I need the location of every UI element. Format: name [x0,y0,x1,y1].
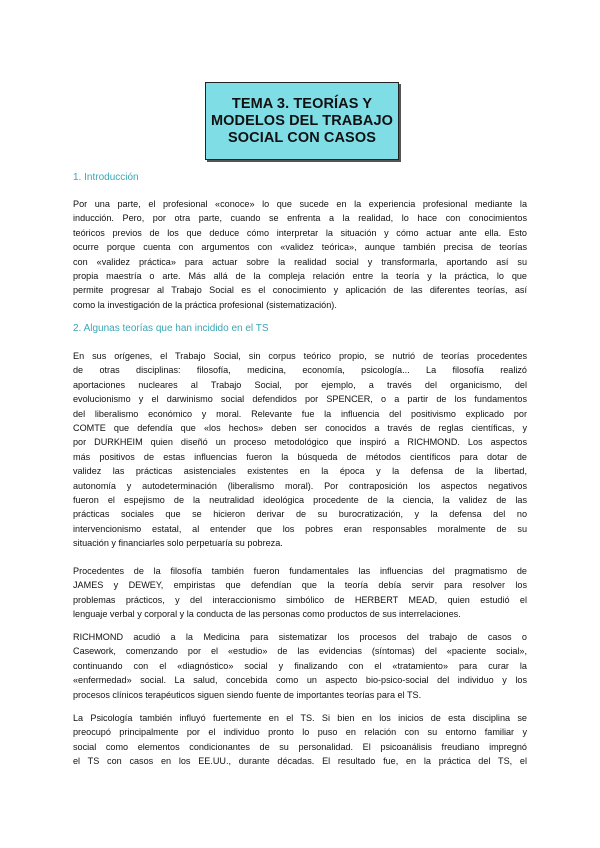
text-line: COMTE que defendía que «los hechos» deben ser conocidos a través de reglas científicas, y [73,423,527,434]
title-box [205,82,399,160]
text-line: del liberalismo económico y moral. Relevante fue la influencia del positivismo explicado por [73,408,527,419]
paragraph [73,711,527,769]
text-line: prácticas sociales que se hicieron derivar de su burocratización, y la defensa del no [73,509,527,520]
text-line: como la investigación de la práctica profesional (sistematización). [73,299,337,310]
text-line: intervencionismo estatal, al entender que los pobres eran responsables moralmente de su [73,523,527,534]
text-line: ocurre porque cuenta con argumentos con «validez teórica», aunque también precisa de teorías [73,242,527,253]
text-line: permite progresar al Trabajo Social es el conocimiento y aplicación de las diferentes teorías, así [73,285,527,296]
title-line: MODELOS DEL TRABAJO [210,112,394,129]
paragraph [73,197,527,312]
text-line: social como elementos condicionantes de su personalidad. El psicoanálisis freudiano impregnó [73,741,527,752]
paragraph [73,349,527,551]
text-line: situación y financiarles solo perpetuaría su pobreza. [73,538,283,549]
text-line: validez las prácticas asistenciales existentes en la época y la defensa de la libertad, [73,466,527,477]
text-line: Por una parte, el profesional «conoce» lo que sucede en la experiencia profesional mediante la [73,199,527,209]
text-line: teóricos previos de los que deduce cómo interpretar la situación y cómo actuar ante ella. Esto [73,227,527,238]
text-line: fueron el espejismo de la neutralidad ideológica procedente de la ciencia, la validez de las [73,495,527,506]
text-line: Procedentes de la filosofía también fueron fundamentales las influencias del pragmatismo de [73,566,527,576]
text-line: RICHMOND acudió a la Medicina para sistematizar los procesos del trabajo de casos o [73,632,527,642]
text-line: La Psicología también influyó fuertemente en el TS. Si bien en los inicios de esta disciplina se [73,713,527,723]
text-line: preocupó principalmente por el individuo pronto lo puso en relación con su entorno familiar y [73,727,527,738]
title-line: SOCIAL CON CASOS [228,129,376,146]
text-line: problemas prácticos, y del interaccionismo simbólico de HERBERT MEAD, quien estudió el [73,594,527,605]
text-line: continuando con el «diagnóstico» social y finalizando con el «tratamiento» para curar la [73,660,527,671]
title-line: TEMA 3. TEORÍAS Y [231,95,373,112]
paragraph [73,564,527,622]
text-line: En sus orígenes, el Trabajo Social, sin corpus teórico propio, se nutrió de teorías procedentes [73,351,527,361]
text-line: evolucionismo y el darwinismo social defendidos por SPENCER, o a partir de los fundamentos [73,394,527,405]
text-line: de otras disciplinas: filosofía, medicina, economía, psicología... La filosofía realizó [73,365,527,376]
text-line: más positivos de estas influencias fueron la búsqueda de métodos científicos para dotar de [73,451,527,462]
section-heading-teorias: 2. Algunas teorías que han incidido en el TS [73,323,269,334]
text-line: «enfermedad» social. La salud, concebida como un aspecto bio-psico-social del individuo y los [73,675,527,686]
section-heading-introduccion: 1. Introducción [73,172,139,183]
paragraph [73,630,527,702]
text-line: propia maestría o arte. Más allá de la compleja relación entre la teoría y la práctica, lo que [73,271,527,282]
text-line: JAMES y DEWEY, empiristas que defendían que la teoría debía servir para resolver los [73,580,527,591]
text-line: inducción. Pero, por otra parte, cuando se enfrenta a la realidad, lo hace con conocimientos [73,213,527,224]
text-line: autonomía y autodeterminación (liberalismo moral). Por contraposición los aspectos negativos [73,480,527,491]
text-line: procesos clínicos terapéuticos siguen siendo fuente de importantes teorías para el TS. [73,689,422,700]
text-line: lenguaje verbal y corporal y la conducta de las personas como productos de sus interrelaciones. [73,609,461,620]
text-line: el TS con casos en los EE.UU., durante décadas. El resultado fue, en la práctica del TS, el [73,756,527,767]
text-line: Casework, comenzando por el «estudio» de las evidencias (síntomas) del «paciente social», [73,646,527,657]
text-line: aportaciones nucleares al Trabajo Social, por ejemplo, a través del organicismo, del [73,379,527,390]
text-line: por DURKHEIM quien diseñó un proceso metodológico que inspiró a RICHMOND. Los aspectos [73,437,527,448]
text-line: con «validez práctica» para actuar sobre la realidad social y transformarla, aportando así su [73,256,527,267]
